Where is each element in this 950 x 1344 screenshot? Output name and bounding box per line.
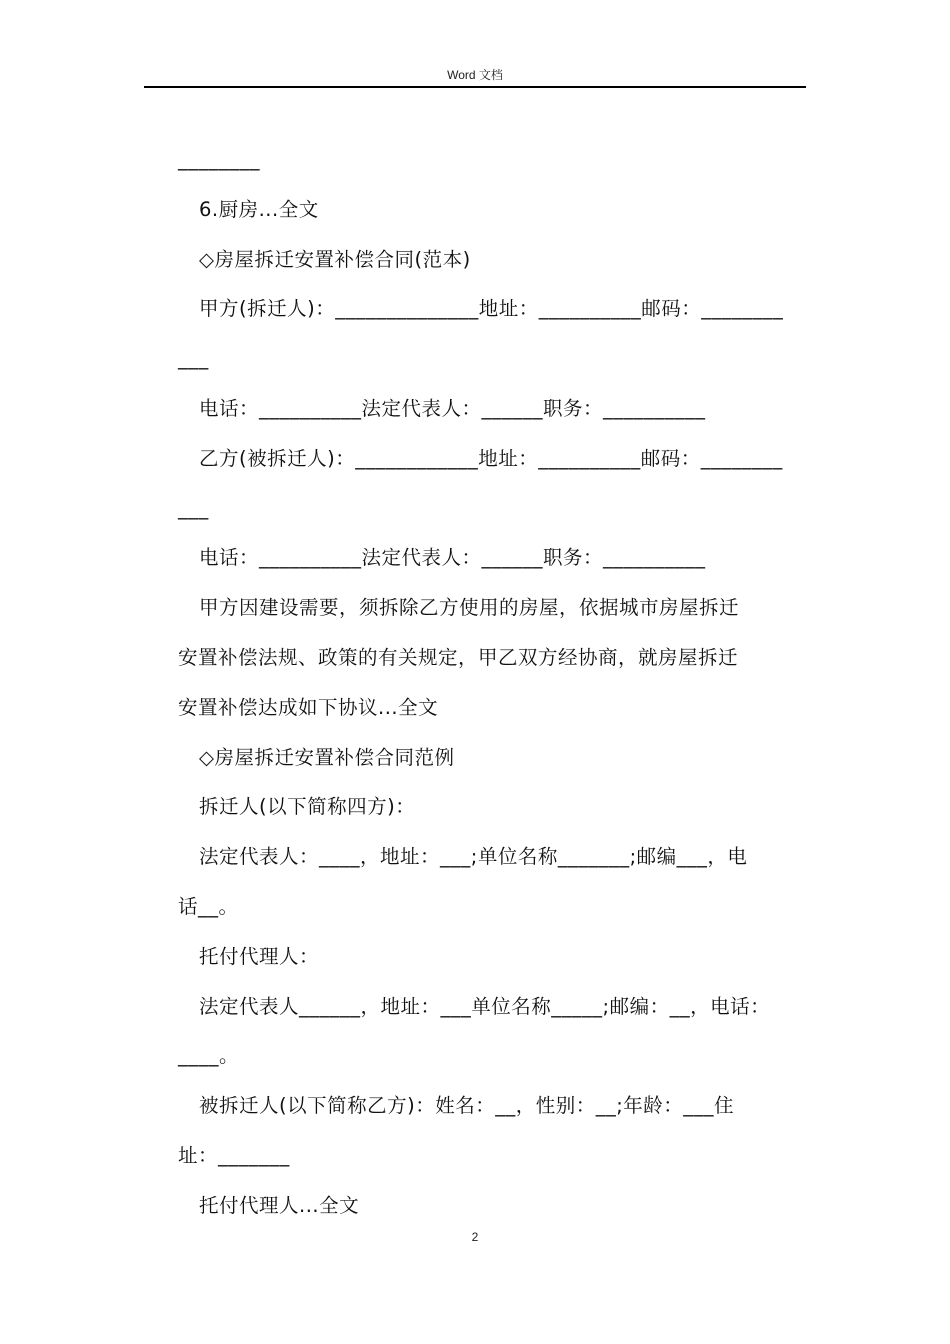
text-line: 法定代表人______，地址：___单位名称_____;邮编：__，电话： — [199, 994, 771, 1018]
text-line: 安置补偿法规、政策的有关规定，甲乙双方经协商，就房屋拆迁 — [178, 645, 739, 669]
text-line: 甲方(拆迁人)：______________地址：__________邮码：________ — [199, 297, 784, 321]
text-line: 被拆迁人(以下简称乙方)：姓名：__，性别：__;年龄：___住 — [199, 1094, 735, 1118]
section-heading: ◇房屋拆迁安置补偿合同(范本) — [199, 247, 471, 271]
text-line: 址：_______ — [178, 1143, 290, 1167]
text-line: 乙方(被拆迁人)：____________地址：__________邮码：________ — [199, 446, 783, 470]
text-line: 甲方因建设需要，须拆除乙方使用的房屋，依据城市房屋拆迁 — [199, 596, 740, 620]
document-body — [178, 135, 818, 1231]
text-line: 托付代理人： — [199, 944, 320, 968]
section-heading: ◇房屋拆迁安置补偿合同范例 — [199, 745, 455, 769]
text-line: 电话：__________法定代表人：______职务：__________ — [199, 396, 706, 420]
text-line: ___ — [178, 347, 209, 371]
text-line: 6.厨房...全文 — [199, 197, 319, 221]
text-line: ____。 — [178, 1044, 240, 1068]
text-line: 法定代表人：____，地址：___;单位名称_______;邮编___，电 — [199, 845, 748, 869]
header-divider — [144, 86, 806, 88]
text-line: 托付代理人...全文 — [199, 1193, 360, 1217]
text-line: 拆迁人(以下简称四方)： — [199, 795, 416, 819]
text-line: 话__。 — [178, 894, 239, 918]
text-line: ________ — [178, 148, 260, 171]
text-line: 电话：__________法定代表人：______职务：__________ — [199, 546, 706, 570]
page-header: Word 文档 — [447, 68, 503, 82]
text-line: 安置补偿达成如下协议...全文 — [178, 695, 439, 719]
page-number: 2 — [471, 1230, 479, 1244]
text-line: ___ — [178, 496, 209, 520]
